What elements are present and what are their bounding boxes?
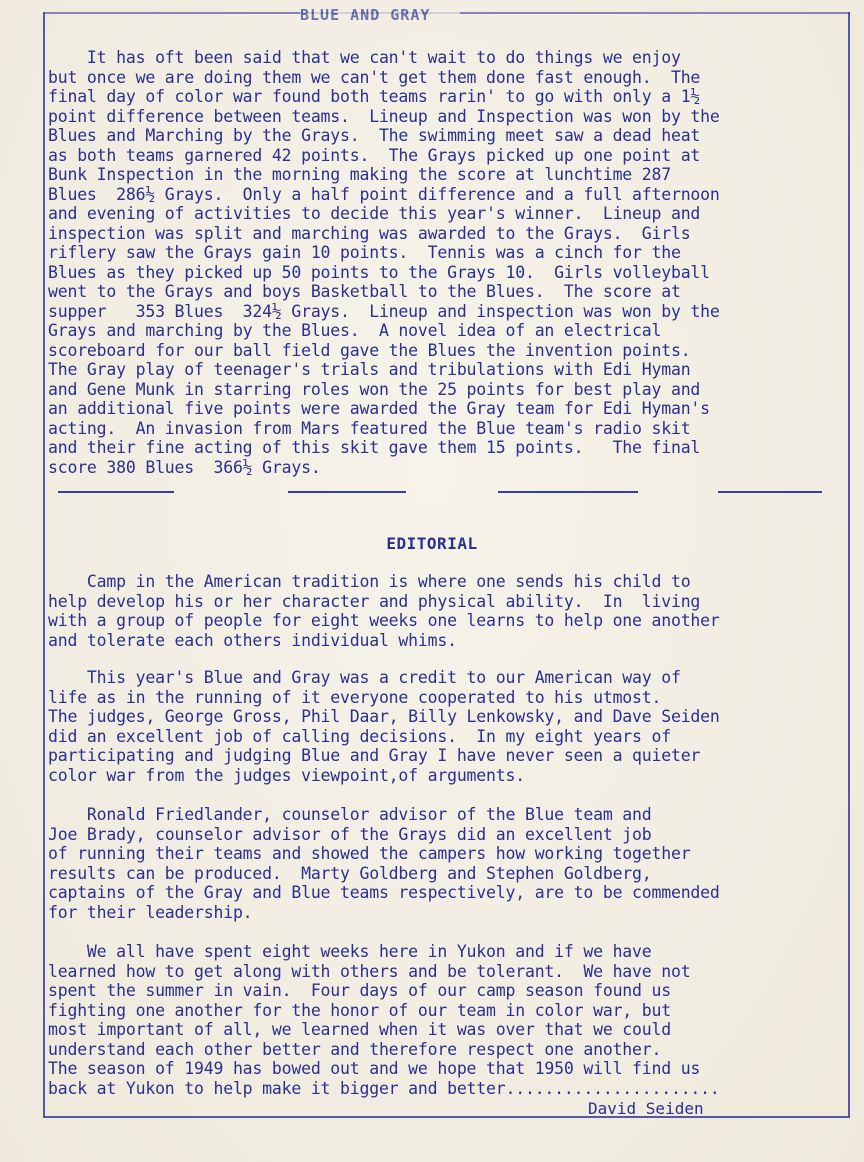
editorial-paragraph: This year's Blue and Gray was a credit to our American way of life as in the running of it everyone cooperated to his utmost. The judges, George Gross, Phil Daar, Billy Lenkowsky, and Dave Seiden did an excellent job of calling decisions. In my eight years of participating and judging Blue and Gray I have never seen a quieter color war from the judges viewpoint,of arguments.: [48, 668, 720, 785]
divider-segment: [58, 491, 174, 493]
article-text: It has oft been said that we can't wait to do things we enjoy but once we are doing them we can't get them done fast enough. The final day of color war found both teams rarin' to go with only a 1½ point difference between teams. Lineup and Inspection was won by the Blues and Marching by the Grays. The swimming meet saw a dead heat as both teams garnered 42 points. The Grays picked up one point at Bunk Inspection in the morning making the score at lunchtime 287 Blues 286½ Grays. Only a half point difference and a full afternoon and evening of activities to decide this year's winner. Lineup and inspection was split and marching was awarded to the Grays. Girls riflery saw the Grays gain 10 points. Tennis was a cinch for the Blues as they picked up 50 points to the Grays 10. Girls volleyball went to the Grays and boys Basketball to the Blues. The score at supper 353 Blues 324½ Grays. Lineup and inspection was won by the Grays and marching by the Blues. A novel idea of an electrical scoreboard for our ball field gave the Blues the invention points. The Gray play of teenager's trials and tribulations with Edi Hyman and Gene Munk in starring roles won the 25 points for best play and an additional five points were awarded the Gray team for Edi Hyman's acting. An invasion from Mars featured the Blue team's radio skit and their fine acting of this skit gave them 15 points. The final score 380 Blues 366½ Grays.: [48, 48, 720, 477]
editorial-paragraph: We all have spent eight weeks here in Yukon and if we have learned how to get along with others and be tolerant. We have not spent the summer in vain. Four days of our camp season found us fighting one another for the honor of our team in color war, but most important of all, we learned when it was over that we could understand each other better and therefore respect one another. The season of 1949 has bowed out and we hope that 1950 will find us back at Yukon to help make it bigger and better......................: [48, 942, 720, 1098]
page-title: BLUE AND GRAY: [300, 6, 460, 28]
signature: David Seiden: [588, 1099, 704, 1118]
divider-segment: [718, 491, 822, 493]
editorial-paragraph: Ronald Friedlander, counselor advisor of the Blue team and Joe Brady, counselor advisor of the Grays did an excellent job of running their teams and showed the campers how working together results can be produced. Marty Goldberg and Stephen Goldberg, captains of the Gray and Blue teams respectively, are to be commended for their leadership.: [48, 805, 720, 922]
section-divider: [0, 491, 864, 493]
divider-segment: [498, 491, 638, 493]
page-border-bottom: [43, 1116, 850, 1118]
divider-segment: [288, 491, 406, 493]
page-border-right: [848, 12, 850, 1117]
editorial-paragraph: Camp in the American tradition is where one sends his child to help develop his or her character and physical ability. In living with a group of people for eight weeks one learns to help one another and tolerate each others individual whims.: [48, 572, 720, 650]
page-border-left: [43, 12, 45, 1117]
editorial-heading: EDITORIAL: [386, 534, 478, 553]
